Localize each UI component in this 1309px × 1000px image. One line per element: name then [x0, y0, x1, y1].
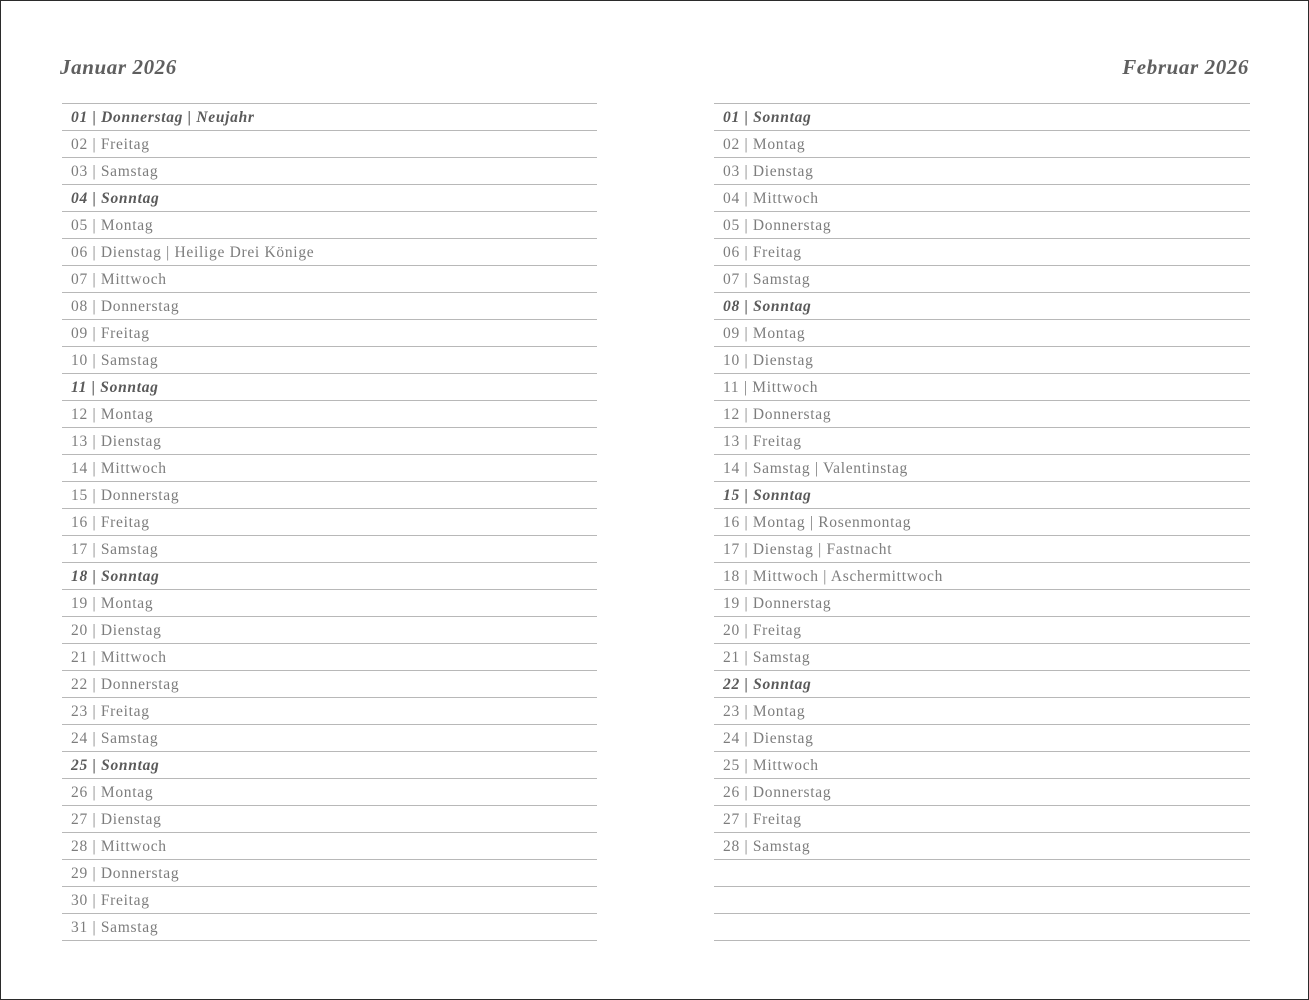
day-row: 06 | Freitag: [714, 239, 1250, 266]
day-row: 29 | Donnerstag: [62, 860, 597, 887]
day-row: 27 | Freitag: [714, 806, 1250, 833]
day-row: 21 | Mittwoch: [62, 644, 597, 671]
day-row: 08 | Donnerstag: [62, 293, 597, 320]
february-title: Februar 2026: [1122, 55, 1249, 79]
day-row: [714, 914, 1250, 941]
day-row: 10 | Samstag: [62, 347, 597, 374]
day-row: 18 | Mittwoch | Aschermittwoch: [714, 563, 1250, 590]
day-row: 17 | Dienstag | Fastnacht: [714, 536, 1250, 563]
day-row: 23 | Freitag: [62, 698, 597, 725]
day-row: 12 | Donnerstag: [714, 401, 1250, 428]
day-row: 15 | Donnerstag: [62, 482, 597, 509]
day-row: 17 | Samstag: [62, 536, 597, 563]
day-row: 14 | Mittwoch: [62, 455, 597, 482]
day-row: 02 | Montag: [714, 131, 1250, 158]
january-title: Januar 2026: [60, 55, 177, 79]
january-day-list: [62, 103, 597, 941]
day-row: 24 | Samstag: [62, 725, 597, 752]
day-row: 19 | Donnerstag: [714, 590, 1250, 617]
day-row: 26 | Montag: [62, 779, 597, 806]
day-row: 28 | Samstag: [714, 833, 1250, 860]
day-row: 18 | Sonntag: [62, 563, 597, 590]
day-row: 07 | Samstag: [714, 266, 1250, 293]
day-row: 25 | Mittwoch: [714, 752, 1250, 779]
day-row: 03 | Samstag: [62, 158, 597, 185]
day-row: 09 | Freitag: [62, 320, 597, 347]
day-row: 14 | Samstag | Valentinstag: [714, 455, 1250, 482]
day-row: 16 | Montag | Rosenmontag: [714, 509, 1250, 536]
day-row: 30 | Freitag: [62, 887, 597, 914]
day-row: 11 | Mittwoch: [714, 374, 1250, 401]
day-row: 20 | Freitag: [714, 617, 1250, 644]
day-row: 06 | Dienstag | Heilige Drei Könige: [62, 239, 597, 266]
day-row: 07 | Mittwoch: [62, 266, 597, 293]
day-row: [714, 860, 1250, 887]
day-row: 04 | Mittwoch: [714, 185, 1250, 212]
day-row: 09 | Montag: [714, 320, 1250, 347]
day-row: 08 | Sonntag: [714, 293, 1250, 320]
day-row: 23 | Montag: [714, 698, 1250, 725]
day-row: 26 | Donnerstag: [714, 779, 1250, 806]
day-row: 13 | Dienstag: [62, 428, 597, 455]
day-row: 15 | Sonntag: [714, 482, 1250, 509]
day-row: 05 | Montag: [62, 212, 597, 239]
day-row: 28 | Mittwoch: [62, 833, 597, 860]
day-row: 22 | Sonntag: [714, 671, 1250, 698]
day-row: 11 | Sonntag: [62, 374, 597, 401]
day-row: 19 | Montag: [62, 590, 597, 617]
day-row: 16 | Freitag: [62, 509, 597, 536]
day-row: 13 | Freitag: [714, 428, 1250, 455]
day-row: 20 | Dienstag: [62, 617, 597, 644]
day-row: 10 | Dienstag: [714, 347, 1250, 374]
day-row: 01 | Sonntag: [714, 104, 1250, 131]
day-row: 24 | Dienstag: [714, 725, 1250, 752]
day-row: 02 | Freitag: [62, 131, 597, 158]
day-row: 27 | Dienstag: [62, 806, 597, 833]
day-row: 22 | Donnerstag: [62, 671, 597, 698]
february-day-list: [714, 103, 1250, 941]
day-row: 01 | Donnerstag | Neujahr: [62, 104, 597, 131]
day-row: 31 | Samstag: [62, 914, 597, 941]
day-row: 25 | Sonntag: [62, 752, 597, 779]
day-row: 21 | Samstag: [714, 644, 1250, 671]
day-row: 12 | Montag: [62, 401, 597, 428]
day-row: 04 | Sonntag: [62, 185, 597, 212]
day-row: [714, 887, 1250, 914]
day-row: 05 | Donnerstag: [714, 212, 1250, 239]
day-row: 03 | Dienstag: [714, 158, 1250, 185]
